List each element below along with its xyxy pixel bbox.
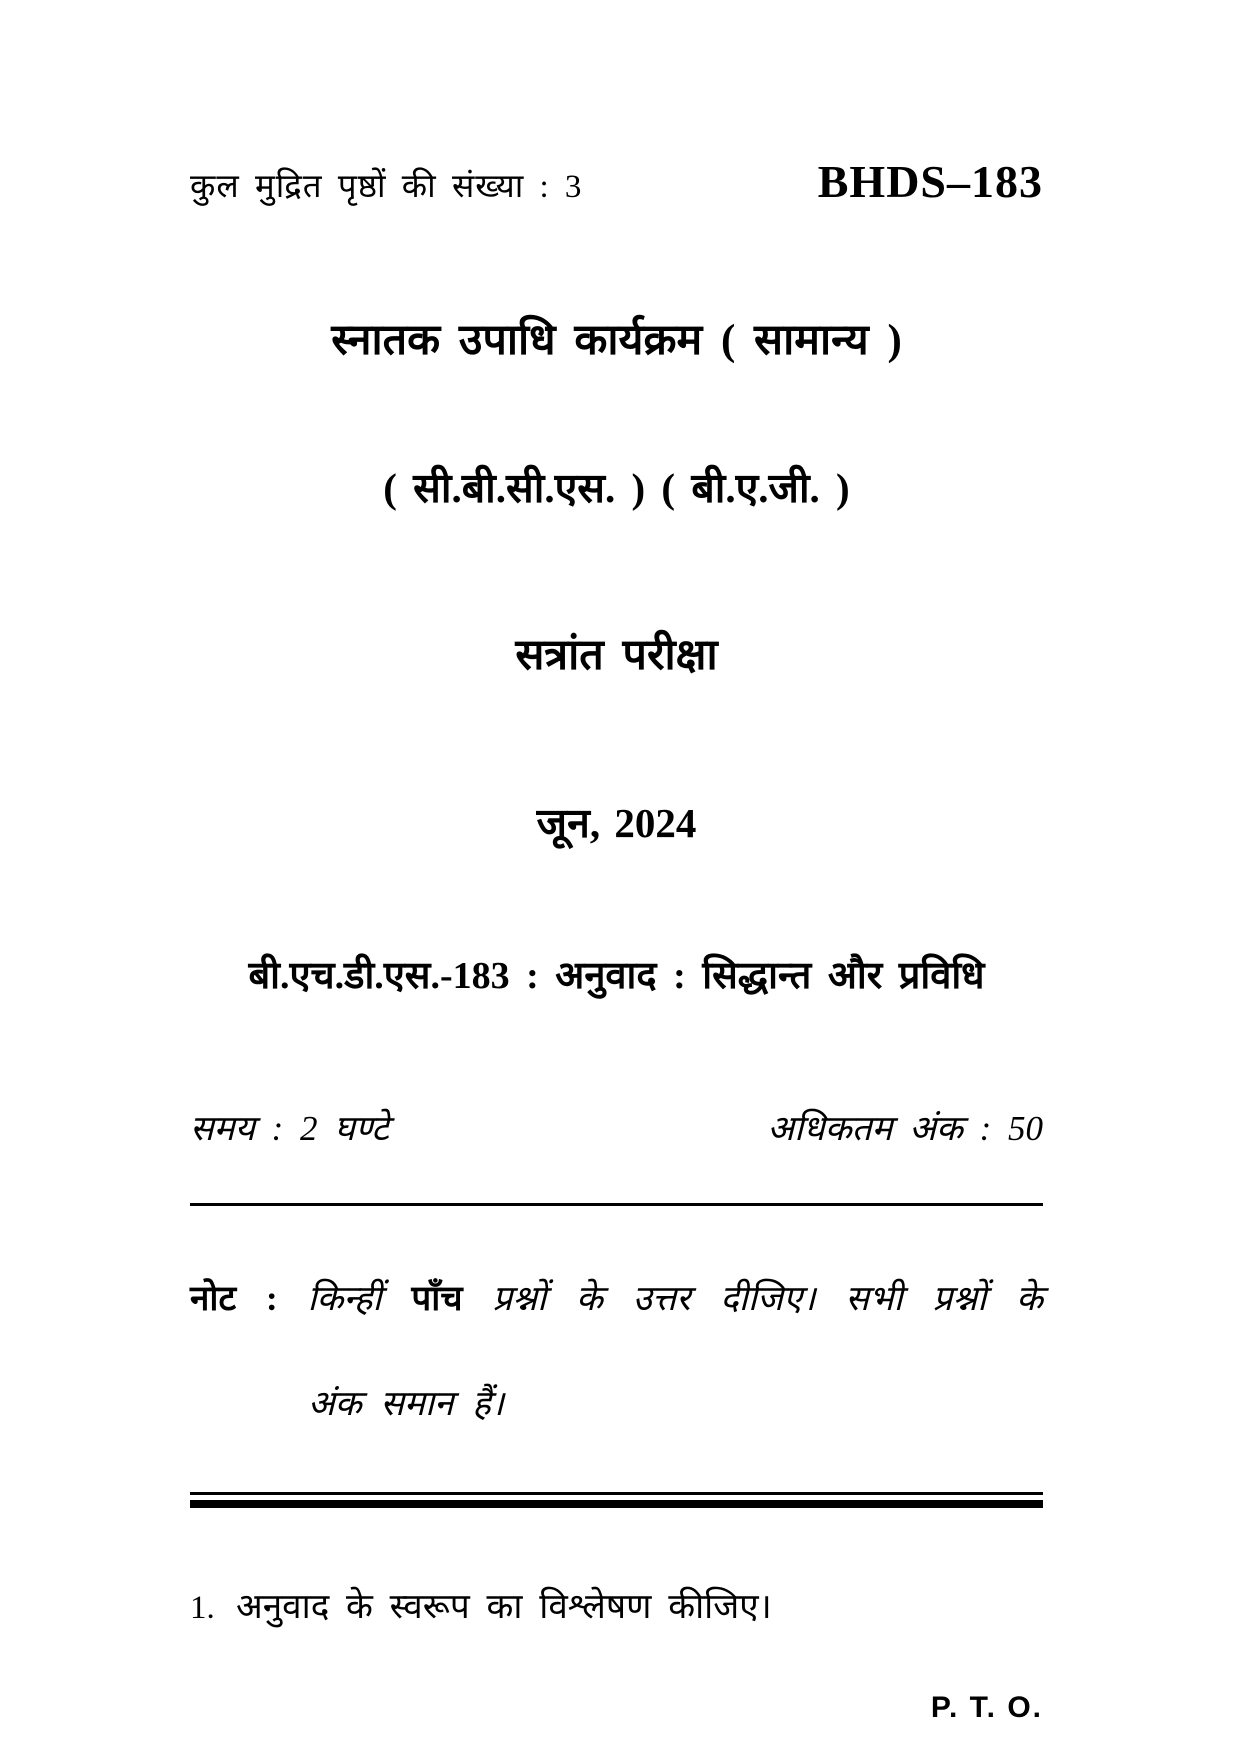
paper-code: BHDS–183	[817, 156, 1043, 207]
time-allowed: समय : 2 घण्टे	[190, 1109, 389, 1148]
maximum-marks: अधिकतम अंक : 50	[767, 1109, 1043, 1148]
note-text-italic-2: प्रश्नों के उत्तर दीजिए। सभी प्रश्नों के	[492, 1279, 1043, 1318]
programme-title: स्नातक उपाधि कार्यक्रम ( सामान्य )	[331, 317, 902, 364]
note-text-bold: पाँच	[411, 1279, 463, 1318]
question-1-number: 1.	[190, 1590, 215, 1626]
note-paragraph-line2: अंक समान हैं।	[308, 1384, 505, 1423]
double-rule-thick-line	[190, 1500, 1043, 1508]
time-marks-row	[190, 1104, 1043, 1151]
horizontal-rule	[190, 1203, 1043, 1206]
double-rule	[190, 1492, 1043, 1508]
course-title: बी.एच.डी.एस.-183 : अनुवाद : सिद्धान्त और प्रविधि	[248, 955, 985, 997]
exam-session: जून, 2024	[536, 800, 697, 846]
printed-pages-count-label: कुल मुद्रित पृष्ठों की संख्या : 3	[190, 169, 583, 205]
note-label: नोट :	[190, 1279, 278, 1318]
note-text-italic-1: किन्हीं	[307, 1279, 382, 1318]
scheme-title: ( सी.बी.सी.एस. ) ( बी.ए.जी. )	[383, 465, 850, 511]
page-header	[190, 155, 1043, 208]
exam-title: सत्रांत परीक्षा	[515, 632, 718, 679]
page-footer	[190, 1691, 1043, 1725]
question-1	[190, 1582, 1043, 1629]
double-rule-thin-line	[190, 1492, 1043, 1495]
question-1-text: अनुवाद के स्वरूप का विश्लेषण कीजिए।	[236, 1587, 772, 1626]
pto-label: P. T. O.	[930, 1691, 1043, 1724]
note-paragraph-line1	[190, 1274, 1043, 1321]
